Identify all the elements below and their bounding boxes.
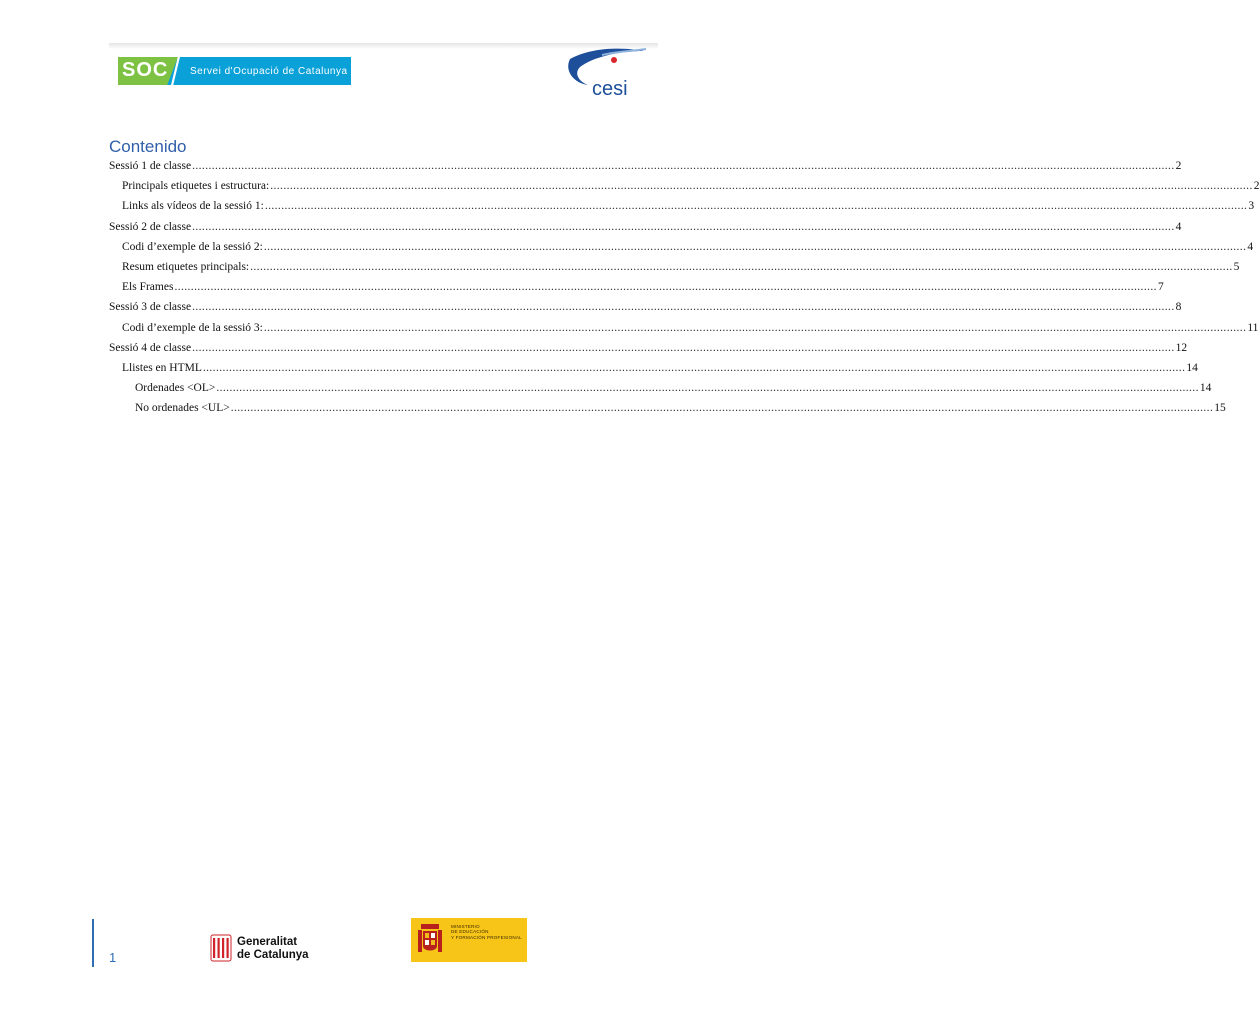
toc-entry-label: Resum etiquetes principals: xyxy=(122,261,250,273)
toc-entry-page: 12 xyxy=(1175,341,1188,354)
toc-entry-label: Llistes en HTML xyxy=(122,362,202,374)
toc-entry-label: Sessió 2 de classe xyxy=(109,220,192,233)
ministerio-logo xyxy=(411,918,527,962)
toc-dot-leader: ............................................................................................................................................................................................................................................................................................................ xyxy=(192,160,1175,172)
toc-entry[interactable] xyxy=(122,240,1254,254)
toc-entry-label: Sessió 1 de classe xyxy=(109,160,192,172)
toc-title: Contenido xyxy=(109,137,187,156)
soc-logo-mark: SOC xyxy=(122,59,169,81)
page-number: 1 xyxy=(109,950,117,965)
toc-entry-page: 14 xyxy=(1199,382,1212,395)
toc-entry-page: 8 xyxy=(1175,301,1182,314)
toc-entry-page: 2 xyxy=(1175,160,1182,172)
toc-dot-leader: ............................................................................................................................................................................................................................................................................................................ xyxy=(192,341,1175,354)
toc-dot-leader: ............................................................................................................................................................................................................................................................................................................ xyxy=(216,382,1199,395)
ministerio-line3: Y FORMACIÓN PROFESIONAL xyxy=(451,934,522,940)
toc-entry-page: 14 xyxy=(1186,362,1198,374)
toc-entry[interactable] xyxy=(109,159,1182,173)
toc-entry-label: Codi d’exemple de la sessió 2: xyxy=(122,240,263,253)
toc-dot-leader: ............................................................................................................................................................................................................................................................................................................ xyxy=(263,240,1247,253)
generalitat-line1: Generalitat xyxy=(237,936,298,948)
toc-dot-leader: ............................................................................................................................................................................................................................................................................................................ xyxy=(250,261,1233,273)
ministerio-line1: MINISTERIO xyxy=(451,924,480,929)
toc-dot-leader: ............................................................................................................................................................................................................................................................................................................ xyxy=(192,301,1175,314)
toc-entry[interactable] xyxy=(122,321,1259,335)
toc-entry-label: Ordenades <OL> xyxy=(135,382,216,395)
toc-entry-label: Sessió 3 de classe xyxy=(109,301,192,314)
toc-entry[interactable] xyxy=(122,179,1259,193)
toc-dot-leader: ............................................................................................................................................................................................................................................................................................................ xyxy=(270,180,1253,193)
toc-entry-page: 2 xyxy=(1253,180,1259,193)
toc-entry[interactable] xyxy=(122,361,1198,375)
toc-entry-label: Links als vídeos de la sessió 1: xyxy=(122,200,264,213)
toc-entry[interactable] xyxy=(122,280,1164,294)
toc-entry-page: 5 xyxy=(1233,261,1240,273)
toc-dot-leader: ............................................................................................................................................................................................................................................................................................................ xyxy=(264,200,1248,213)
toc-entry[interactable] xyxy=(135,401,1226,415)
footer-bar xyxy=(92,919,94,967)
toc-dot-leader: ............................................................................................................................................................................................................................................................................................................ xyxy=(202,362,1186,374)
generalitat-logo xyxy=(211,935,311,963)
toc-entry-label: No ordenades <UL> xyxy=(135,402,230,415)
toc-entry-page: 3 xyxy=(1248,200,1255,213)
soc-logo-text: Servei d'Ocupació de Catalunya xyxy=(190,66,348,77)
cesi-logo-text: cesi xyxy=(592,78,628,100)
toc-entry[interactable] xyxy=(122,260,1240,274)
toc-entry-label: Codi d’exemple de la sessió 3: xyxy=(122,321,263,334)
toc-entry-page: 11 xyxy=(1247,321,1259,334)
toc-dot-leader: ............................................................................................................................................................................................................................................................................................................ xyxy=(263,321,1247,334)
toc-dot-leader: ............................................................................................................................................................................................................................................................................................................ xyxy=(174,281,1157,294)
toc-entry-label: Sessió 4 de classe xyxy=(109,341,192,354)
toc-entry[interactable] xyxy=(109,341,1188,355)
toc-dot-leader: ............................................................................................................................................................................................................................................................................................................ xyxy=(230,402,1214,415)
cesi-logo xyxy=(562,45,648,105)
spain-coat-of-arms-icon xyxy=(415,922,445,958)
soc-logo xyxy=(118,57,351,85)
toc-entry-label: Principals etiquetes i estructura: xyxy=(122,180,270,193)
senyera-icon xyxy=(211,935,231,961)
generalitat-line2: de Catalunya xyxy=(237,949,309,961)
toc-entry[interactable] xyxy=(122,199,1255,213)
toc-entry-page: 4 xyxy=(1247,240,1254,253)
toc-dot-leader: ............................................................................................................................................................................................................................................................................................................ xyxy=(192,220,1175,233)
cesi-red-dot xyxy=(611,57,617,63)
toc-entry-label: Els Frames xyxy=(122,281,174,294)
toc-entry[interactable] xyxy=(109,300,1182,314)
toc-entry-page: 15 xyxy=(1214,402,1226,415)
toc-entry[interactable] xyxy=(135,381,1212,395)
toc-entry[interactable] xyxy=(109,220,1182,234)
toc-entry-page: 7 xyxy=(1157,281,1164,294)
toc-entry-page: 4 xyxy=(1175,220,1182,233)
ministerio-line2: DE EDUCACIÓN xyxy=(451,929,489,935)
